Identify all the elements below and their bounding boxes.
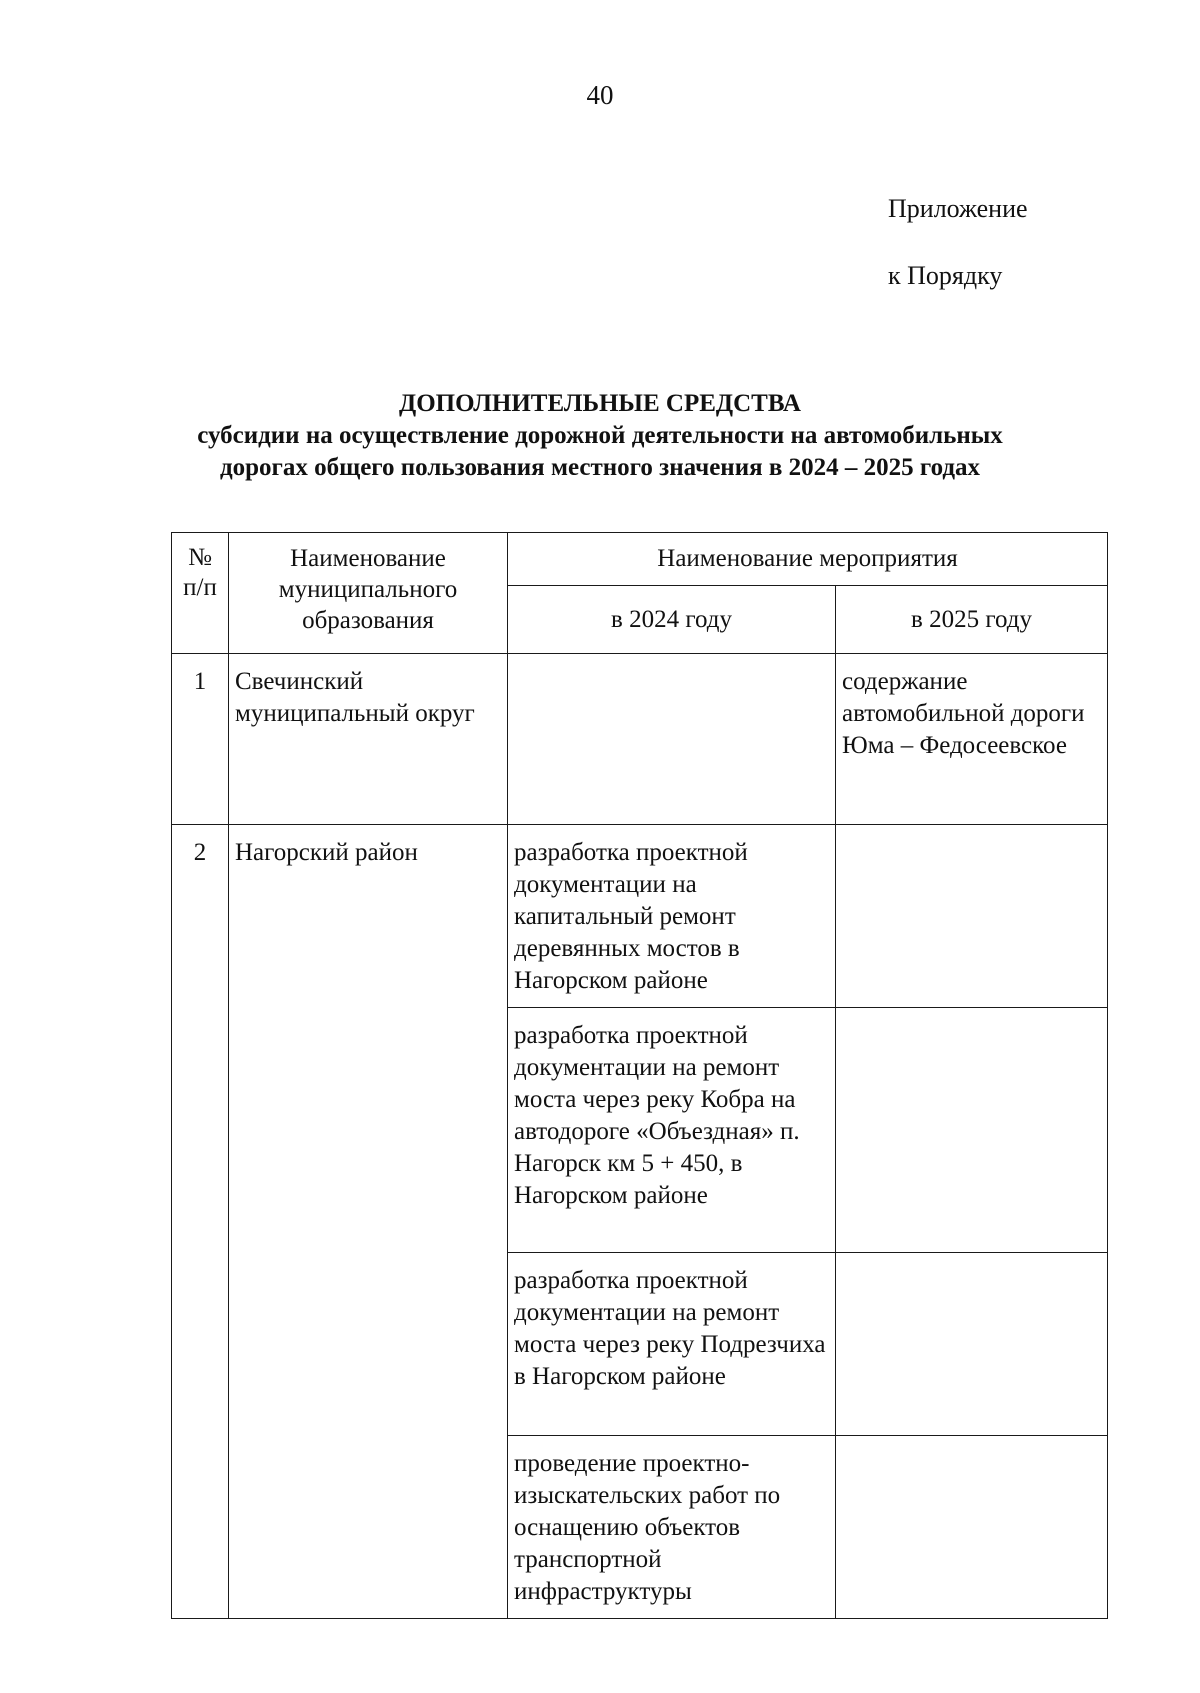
appendix-label: Приложение — [888, 194, 1028, 223]
header-municipality-line-2: муниципального — [278, 576, 458, 603]
event-2025 — [836, 1253, 1108, 1436]
row-number: 1 — [172, 654, 229, 825]
header-number-sign: № — [188, 544, 212, 571]
event-2024: проведение проектно-изыскательских работ по оснащению объектов транспортной инфраструктуры — [508, 1436, 836, 1619]
event-2024: разработка проектной документации на капитальный ремонт деревянных мостов в Нагорском районе — [508, 825, 836, 1008]
table-row — [172, 825, 1108, 1008]
page-number: 40 — [586, 80, 614, 110]
municipality-name: Нагорский район — [229, 825, 508, 1619]
header-year-2024: в 2024 году — [508, 586, 836, 654]
document-title — [0, 388, 1200, 484]
header-municipality-line-1: Наименование — [290, 545, 446, 572]
row-number: 2 — [172, 825, 229, 1619]
header-year-2025: в 2025 году — [836, 586, 1108, 654]
table-row — [172, 654, 1108, 825]
header-municipality — [229, 533, 508, 654]
header-event: Наименование мероприятия — [508, 533, 1108, 586]
title-line-2: субсидии на осуществление дорожной деятельности на автомобильных — [197, 422, 1003, 449]
header-number — [172, 533, 229, 654]
appendix-reference: к Порядку — [888, 261, 1003, 290]
event-2024: разработка проектной документации на ремонт моста через реку Кобра на автодороге «Объездная» п. Нагорск км 5 + 450, в Нагорском районе — [508, 1008, 836, 1253]
event-2025: содержание автомобильной дороги Юма – Федосеевское — [836, 654, 1108, 825]
event-2025 — [836, 1008, 1108, 1253]
event-2025 — [836, 1436, 1108, 1619]
header-municipality-line-3: образования — [302, 607, 434, 634]
title-line-3: дорогах общего пользования местного значения в 2024 – 2025 годах — [219, 454, 981, 481]
title-line-1: ДОПОЛНИТЕЛЬНЫЕ СРЕДСТВА — [399, 390, 801, 417]
header-number-abbr: п/п — [183, 574, 217, 601]
event-2024: разработка проектной документации на ремонт моста через реку Подрезчиха в Нагорском районе — [508, 1253, 836, 1436]
municipality-name: Свечинский муниципальный округ — [229, 654, 508, 825]
event-2024 — [508, 654, 836, 825]
subsidy-table — [171, 532, 1108, 1619]
event-2025 — [836, 825, 1108, 1008]
